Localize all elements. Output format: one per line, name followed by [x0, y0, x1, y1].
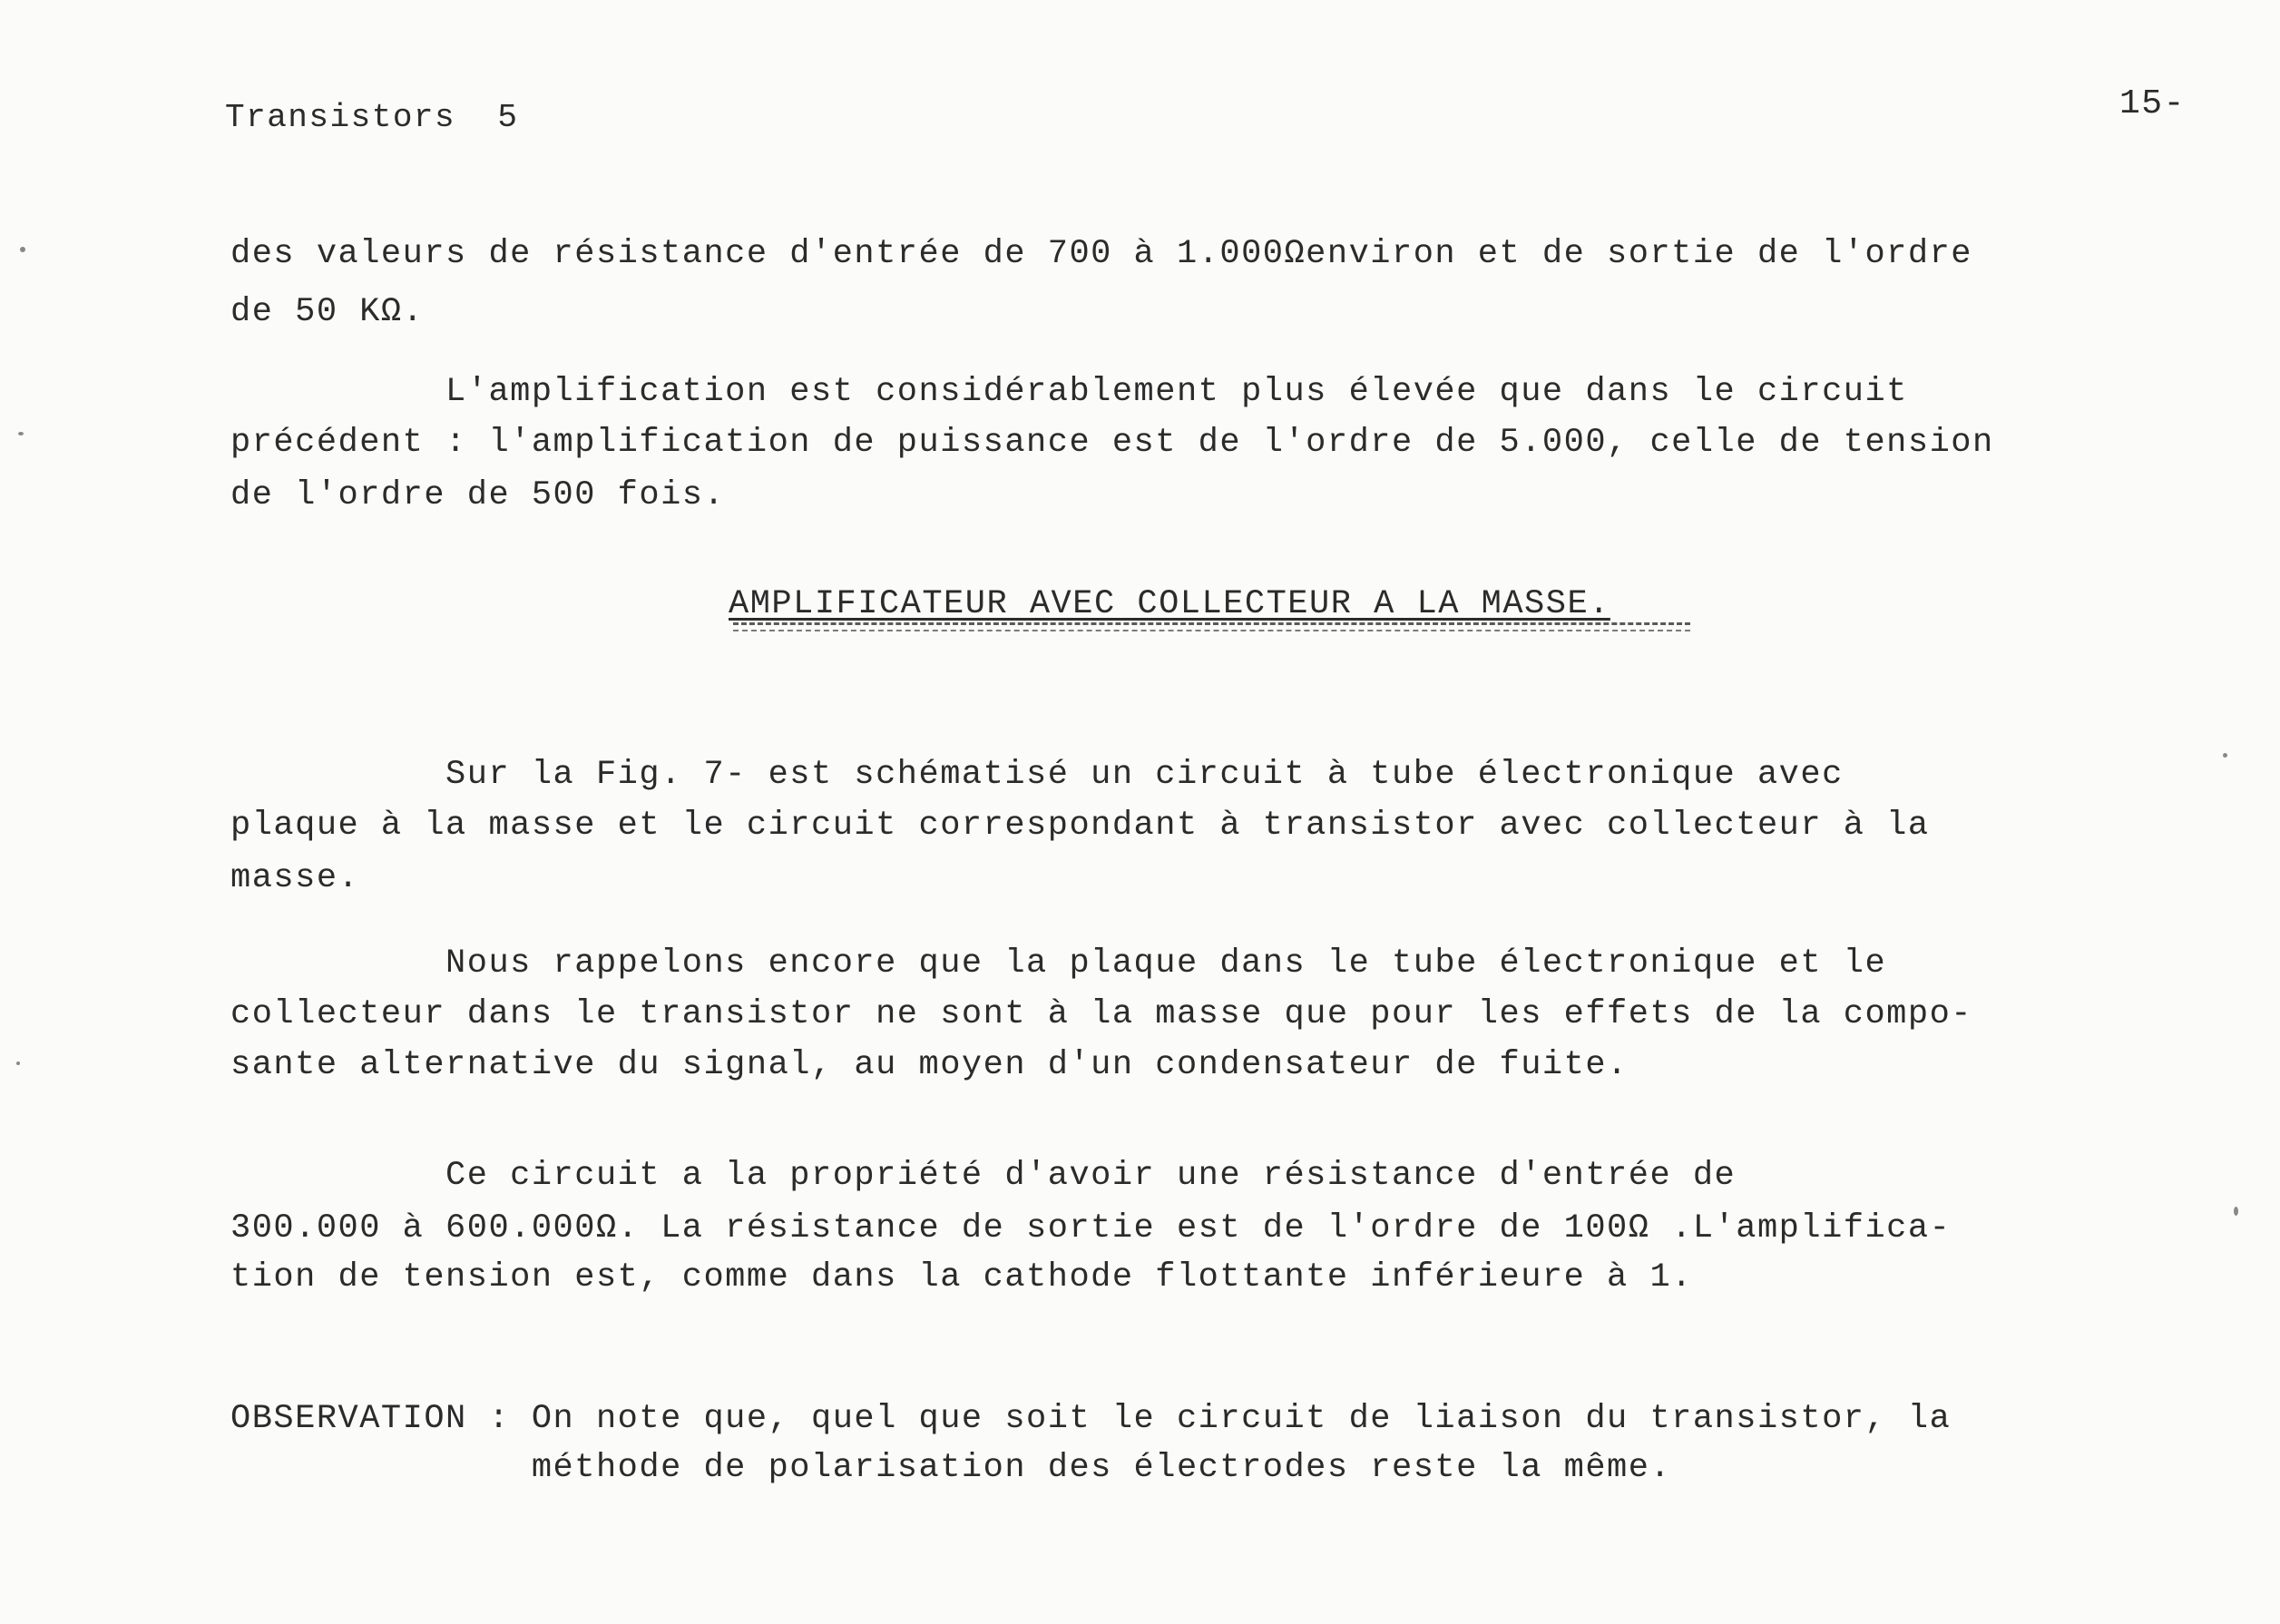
section-heading: AMPLIFICATEUR AVEC COLLECTEUR A LA MASSE. [729, 585, 1610, 623]
text-line: de l'ordre de 500 fois. [230, 476, 726, 514]
text-line: L'amplification est considérablement plus élevée que dans le circuit [230, 373, 1908, 411]
scan-speck [2223, 753, 2227, 758]
page-number: 15- [2119, 84, 2186, 123]
heading-dashed-rule [733, 622, 1690, 625]
scan-speck [18, 432, 24, 435]
text-line: Ce circuit a la propriété d'avoir une résistance d'entrée de [230, 1157, 1737, 1195]
header-title: Transistors 5 [225, 99, 519, 136]
text-line: précédent : l'amplification de puissance est de l'ordre de 5.000, celle de tension [230, 424, 1994, 462]
text-line: masse. [230, 859, 360, 897]
text-line: des valeurs de résistance d'entrée de 700 à 1.000Ωenviron et de sortie de l'ordre [230, 235, 1972, 273]
scan-speck [2234, 1207, 2238, 1216]
text-line: plaque à la masse et le circuit correspondant à transistor avec collecteur à la [230, 807, 1930, 845]
observation-line: OBSERVATION : On note que, quel que soit le circuit de liaison du transistor, la [230, 1400, 1952, 1438]
text-line: de 50 KΩ. [230, 293, 425, 331]
scan-speck [16, 1061, 20, 1065]
text-line: 300.000 à 600.000Ω. La résistance de sortie est de l'ordre de 100Ω .L'amplifica- [230, 1209, 1952, 1247]
text-line: Sur la Fig. 7- est schématisé un circuit à tube électronique avec [230, 756, 1844, 794]
heading-dashed-rule-secondary [733, 630, 1690, 631]
text-line: tion de tension est, comme dans la cathode flottante inférieure à 1. [230, 1258, 1693, 1296]
text-line: collecteur dans le transistor ne sont à la masse que pour les effets de la compo- [230, 995, 1972, 1033]
observation-line: méthode de polarisation des électrodes reste la même. [230, 1449, 1672, 1487]
text-line: sante alternative du signal, au moyen d'un condensateur de fuite. [230, 1046, 1629, 1084]
text-line: Nous rappelons encore que la plaque dans le tube électronique et le [230, 944, 1887, 983]
scan-speck [20, 247, 25, 252]
